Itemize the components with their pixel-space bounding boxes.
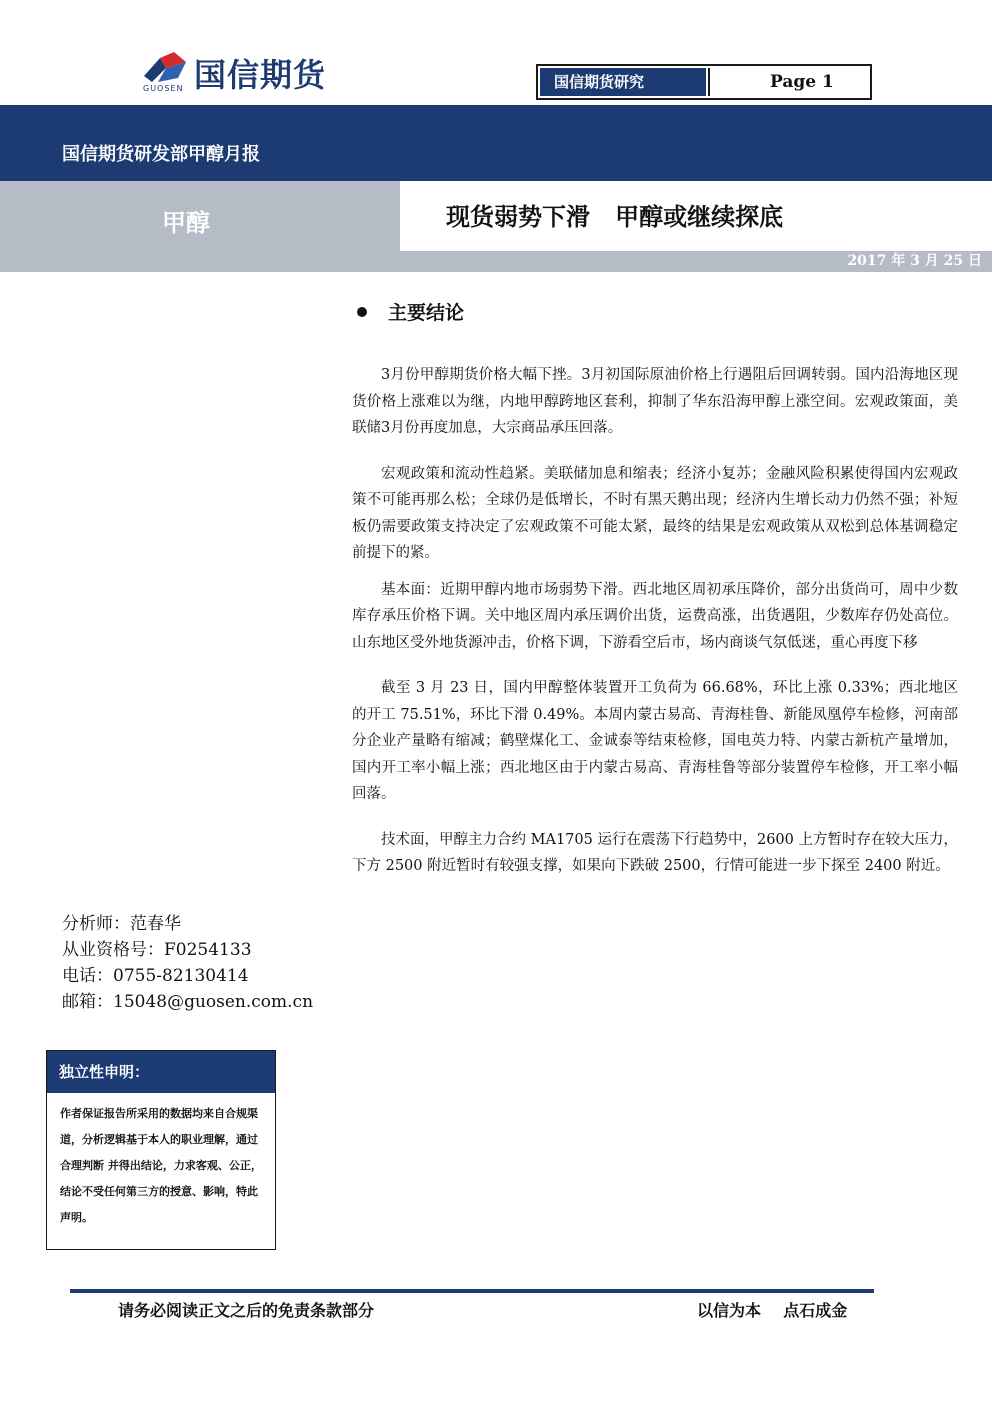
paragraph: 截至 3 月 23 日，国内甲醇整体装置开工负荷为 66.68%，环比上涨 0.33%；西北地区的开工 75.51%，环比下滑 0.49%。本周内蒙古易高、青海桂鲁、新能凤凰停车检修，河南部分企业产量略有缩减；鹤壁煤化工、金诚泰等结束检修，国电英力特、内蒙古新杭产量增加，国内开工率小幅上涨；西北地区由于内蒙古易高、青海桂鲁等部分装置停车检修，开工率小幅回落。 — [352, 680, 958, 802]
date-band — [0, 251, 992, 272]
logo-wordmark: 国信期货 — [194, 56, 327, 94]
footer-rule — [70, 1289, 874, 1293]
headline: 现货弱势下滑 甲醇或继续探底 — [446, 203, 784, 231]
analyst-phone: 电话：0755-82130414 — [62, 966, 249, 986]
paragraph: 3月份甲醇期货价格大幅下挫。3月初国际原油价格上行遇阻后回调转弱。国内沿海地区现货价格上涨难以为继，内地甲醇跨地区套利，抑制了华东沿海甲醇上涨空间。宏观政策面，美联储3月份再度加息，大宗商品承压回落。 — [352, 367, 958, 436]
report-date: 2017 年 3 月 25 日 — [847, 253, 982, 269]
independence-text: 作者保证报告所采用的数据均来自合规渠道，分析逻辑基于本人的职业理解，通过合理判断 并得出结论，力求客观、公正，结论不受任何第三方的授意、影响，特此声明。 — [60, 1107, 262, 1224]
independence-title: 独立性申明： — [47, 1051, 275, 1093]
section-title: 主要结论 — [388, 302, 465, 324]
paragraph: 技术面，甲醇主力合约 MA1705 运行在震荡下行趋势中，2600 上方暂时存在较大压力，下方 2500 附近暂时有较强支撑，如果向下跌破 2500，行情可能进一步下探至 2400 附近。 — [352, 831, 958, 874]
paragraph: 基本面：近期甲醇内地市场弱势下滑。西北地区周初承压降价，部分出货尚可，周中少数库存承压价格下调。关中地区周内承压调价出货，运费高涨，出货遇阻，少数库存仍处高位。山东地区受外地货源冲击，价格下调，下游看空后市，场内商谈气氛低迷，重心再度下移 — [352, 581, 958, 651]
product-label: 甲醇 — [162, 209, 210, 237]
analyst-license: 从业资格号：F0254133 — [62, 940, 252, 960]
footer-slogan: 以信为本 点石成金 — [697, 1301, 848, 1320]
section-bullet-icon — [357, 307, 367, 317]
analyst-name: 分析师：范春华 — [62, 914, 181, 934]
paragraph: 宏观政策和流动性趋紧。美联储加息和缩表；经济小复苏；金融风险积累使得国内宏观政策不可能再那么松；全球仍是低增长，不时有黑天鹅出现；经济内生增长动力仍然不强；补短板仍需要政策支持决定了宏观政策不可能太紧，最终的结果是宏观政策从双松到总体基调稳定前提下的紧。 — [352, 465, 958, 561]
logo-english: GUOSEN — [143, 84, 184, 93]
analyst-email[interactable]: 邮箱：15048@guosen.com.cn — [62, 992, 314, 1012]
conclusion-body — [352, 362, 958, 880]
report-title: 国信期货研发部甲醇月报 — [62, 144, 260, 165]
independence-box — [46, 1050, 276, 1250]
page-indicator — [536, 64, 872, 100]
footer-disclaimer: 请务必阅读正文之后的免责条款部分 — [118, 1301, 375, 1320]
analyst-info — [62, 911, 313, 1015]
research-label: 国信期货研究 — [540, 68, 706, 96]
page-number: Page 1 — [708, 68, 868, 96]
